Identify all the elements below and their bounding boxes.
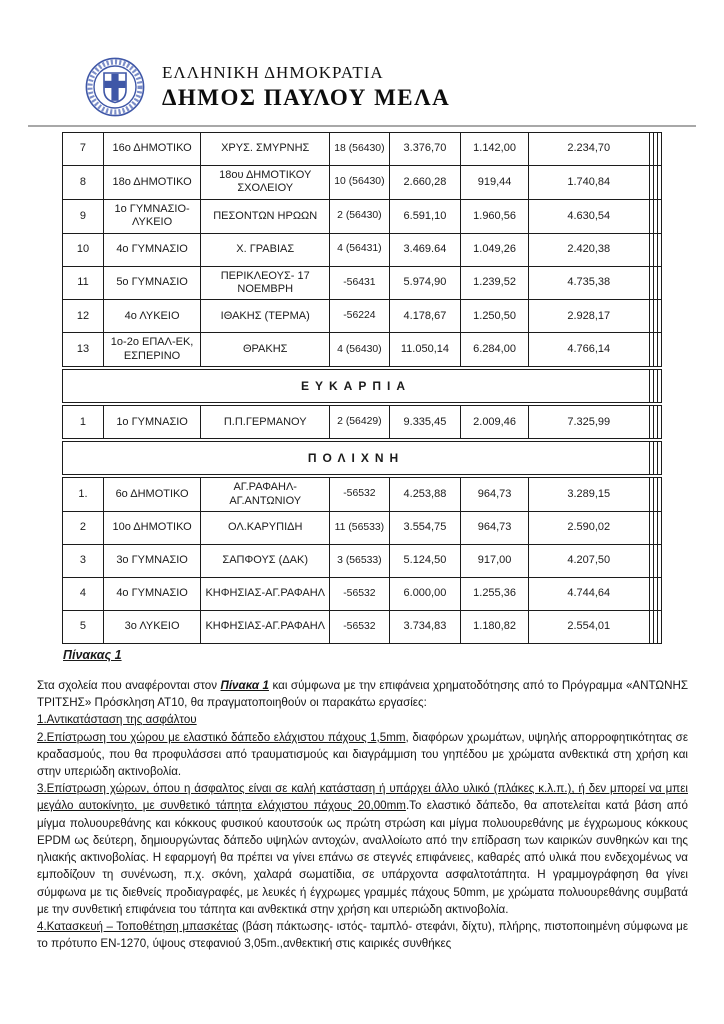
table-cell: 3.469.64 bbox=[389, 233, 461, 266]
table-cell: 18 (56430) bbox=[330, 133, 389, 166]
table-row bbox=[63, 166, 662, 200]
table-cell: 917,00 bbox=[461, 545, 529, 578]
table-cell: 4.766,14 bbox=[528, 333, 649, 367]
table-cell: ΚΗΦΗΣΙΑΣ-ΑΓ.ΡΑΦΑΗΛ bbox=[201, 578, 330, 611]
table-cell: 11 (56533) bbox=[330, 512, 389, 545]
table-cell: 8 bbox=[63, 166, 104, 200]
table-cell: 964,73 bbox=[461, 512, 529, 545]
table-row bbox=[63, 300, 662, 333]
table-edge-sliver bbox=[657, 545, 661, 578]
table-cell: 1.740,84 bbox=[528, 166, 649, 200]
table-cell: 2 (56430) bbox=[330, 199, 389, 233]
table-row bbox=[63, 333, 662, 367]
table-cell: 4 (56431) bbox=[330, 233, 389, 266]
text-segment: 4.Κατασκευή – Τοποθέτηση μπασκέτας bbox=[37, 919, 239, 933]
table-cell: ΚΗΦΗΣΙΑΣ-ΑΓ.ΡΑΦΑΗΛ bbox=[201, 611, 330, 644]
table-edge-sliver bbox=[657, 578, 661, 611]
table-cell: 3 bbox=[63, 545, 104, 578]
table-row bbox=[63, 133, 662, 166]
table-cell: 10 bbox=[63, 233, 104, 266]
table-cell: 1 bbox=[63, 406, 104, 439]
table-cell: ΠΕΣΟΝΤΩΝ ΗΡΩΩΝ bbox=[201, 199, 330, 233]
table-cell: 2.928,17 bbox=[528, 300, 649, 333]
table-edge-sliver bbox=[658, 442, 662, 475]
table-cell: 7 bbox=[63, 133, 104, 166]
text-segment: 1.Αντικατάσταση της ασφάλτου bbox=[37, 713, 197, 727]
table-cell: ΠΕΡΙΚΛΕΟΥΣ- 17 ΝΟΕΜΒΡΗ bbox=[201, 266, 330, 300]
table-edge-sliver bbox=[657, 333, 661, 367]
table-cell: -56532 bbox=[330, 478, 389, 512]
table-cell: 6.591,10 bbox=[389, 199, 461, 233]
table-cell: 5 bbox=[63, 611, 104, 644]
text-segment: Πίνακα 1 bbox=[220, 679, 269, 693]
table-cell: 16ο ΔΗΜΟΤΙΚΟ bbox=[103, 133, 200, 166]
paragraph bbox=[37, 677, 688, 711]
table-cell: 1. bbox=[63, 478, 104, 512]
table-cell: 1.180,82 bbox=[461, 611, 529, 644]
table-row bbox=[63, 199, 662, 233]
table-cell: 2.660,28 bbox=[389, 166, 461, 200]
table-cell: 11.050,14 bbox=[389, 333, 461, 367]
letterhead-rule bbox=[28, 125, 696, 127]
table-cell: 4.630,54 bbox=[528, 199, 649, 233]
table-row bbox=[63, 266, 662, 300]
table-cell: 4ο ΓΥΜΝΑΣΙΟ bbox=[103, 233, 200, 266]
table-cell: 13 bbox=[63, 333, 104, 367]
table-edge-sliver bbox=[657, 478, 661, 512]
table-cell: 4.735,38 bbox=[528, 266, 649, 300]
table-cell: 7.325,99 bbox=[528, 406, 649, 439]
table-cell: 964,73 bbox=[461, 478, 529, 512]
table-cell: 1.239,52 bbox=[461, 266, 529, 300]
table-cell: 3ο ΛΥΚΕΙΟ bbox=[103, 611, 200, 644]
table-cell: 3.734,83 bbox=[389, 611, 461, 644]
table-cell: 4.744,64 bbox=[528, 578, 649, 611]
text-segment: 2.Επίστρωση του χώρου με ελαστικό δάπεδο ελάχιστου πάχους 1,5mm bbox=[37, 730, 406, 744]
table-cell: ΟΛ.ΚΑΡΥΠΙΔΗ bbox=[201, 512, 330, 545]
table-edge-sliver bbox=[657, 300, 661, 333]
table-cell: 5ο ΓΥΜΝΑΣΙΟ bbox=[103, 266, 200, 300]
table-row bbox=[63, 611, 662, 644]
table-edge-sliver bbox=[657, 406, 661, 439]
table-row bbox=[63, 233, 662, 266]
schools-table bbox=[62, 132, 664, 644]
table-cell: ΙΘΑΚΗΣ (ΤΕΡΜΑ) bbox=[201, 300, 330, 333]
text-segment: (βάση πάκτωσης- ιστός- ταμπλό- στεφάνι, δίχτυ), πλήρης, πιστοποιημένη σύμφωνα με το πρότυπο ΕΝ-1270, ύψους στεφανιού 3,05m.,ανθεκτική στις καιρικές συνθήκες bbox=[37, 919, 689, 951]
table-cell: 1ο ΓΥΜΝΑΣΙΟ-ΛΥΚΕΙΟ bbox=[103, 199, 200, 233]
table-cell: 3 (56533) bbox=[330, 545, 389, 578]
table-cell: 4ο ΓΥΜΝΑΣΙΟ bbox=[103, 578, 200, 611]
table-section-rows bbox=[62, 405, 662, 439]
table-cell: 2.234,70 bbox=[528, 133, 649, 166]
table-cell: 919,44 bbox=[461, 166, 529, 200]
table-cell: 10 (56430) bbox=[330, 166, 389, 200]
table-cell: 2.554,01 bbox=[528, 611, 649, 644]
table-cell: 4 (56430) bbox=[330, 333, 389, 367]
document-body bbox=[37, 677, 688, 952]
table-row bbox=[63, 578, 662, 611]
table-edge-sliver bbox=[657, 611, 661, 644]
table-cell: Π.Π.ΓΕΡΜΑΝΟΥ bbox=[201, 406, 330, 439]
section-title: ΠΟΛΙΧΝΗ bbox=[63, 442, 650, 475]
table-section-header bbox=[62, 441, 662, 475]
table-cell: 4.207,50 bbox=[528, 545, 649, 578]
table-cell: ΧΡΥΣ. ΣΜΥΡΝΗΣ bbox=[201, 133, 330, 166]
paragraph bbox=[37, 711, 688, 728]
text-segment: Στα σχολεία που αναφέρονται στον bbox=[37, 679, 221, 693]
table-cell: 6.000,00 bbox=[389, 578, 461, 611]
table-edge-sliver bbox=[657, 266, 661, 300]
table-cell: 5.124,50 bbox=[389, 545, 461, 578]
table-cell: 1.250,50 bbox=[461, 300, 529, 333]
paragraph bbox=[37, 918, 688, 952]
table-cell: 2.009,46 bbox=[461, 406, 529, 439]
table-cell: ΑΓ.ΡΑΦΑΗΛ- ΑΓ.ΑΝΤΩΝΙΟΥ bbox=[201, 478, 330, 512]
paragraph bbox=[37, 780, 688, 918]
table-cell: 2 (56429) bbox=[330, 406, 389, 439]
table-cell: 3.289,15 bbox=[528, 478, 649, 512]
table-edge-sliver bbox=[657, 512, 661, 545]
letterhead bbox=[84, 56, 724, 118]
table-cell: 9.335,45 bbox=[389, 406, 461, 439]
table-cell: 2.590,02 bbox=[528, 512, 649, 545]
table-cell: -56532 bbox=[330, 578, 389, 611]
table-edge-sliver bbox=[657, 233, 661, 266]
republic-title: ΕΛΛΗΝΙΚΗ ΔΗΜΟΚΡΑΤΙΑ bbox=[162, 63, 384, 82]
table-cell: Χ. ΓΡΑΒΙΑΣ bbox=[201, 233, 330, 266]
table-cell: ΘΡΑΚΗΣ bbox=[201, 333, 330, 367]
table-cell: 11 bbox=[63, 266, 104, 300]
table-edge-sliver bbox=[658, 370, 662, 403]
table-cell: ΣΑΠΦΟΥΣ (ΔΑΚ) bbox=[201, 545, 330, 578]
table-row bbox=[63, 545, 662, 578]
section-title: ΕΥΚΑΡΠΙΑ bbox=[63, 370, 650, 403]
text-segment: 3.Επίστρωση χώρων, όπου η άσφαλτος είναι σε καλή κατάσταση ή υπάρχει άλλο υλικό (πλάκες κ.λ.π.), ή δεν μπορεί να μπει μεγάλο αυτοκίνητο, με συνθετικό τάπητα ελάχιστου πάχους 20,00mm bbox=[37, 782, 688, 813]
table-cell: 6.284,00 bbox=[461, 333, 529, 367]
table-cell: 18ου ΔΗΜΟΤΙΚΟΥ ΣΧΟΛΕΙΟΥ bbox=[201, 166, 330, 200]
table-cell: 1.049,26 bbox=[461, 233, 529, 266]
table-cell: 4 bbox=[63, 578, 104, 611]
table-caption: Πίνακας 1 bbox=[63, 648, 122, 663]
table-cell: 2.420,38 bbox=[528, 233, 649, 266]
table-section-rows bbox=[62, 477, 662, 644]
table-cell: 6ο ΔΗΜΟΤΙΚΟ bbox=[103, 478, 200, 512]
table-cell: -56224 bbox=[330, 300, 389, 333]
table-cell: 1.960,56 bbox=[461, 199, 529, 233]
section-header-row bbox=[63, 370, 662, 403]
table-cell: 5.974,90 bbox=[389, 266, 461, 300]
text-segment: και σύμφωνα με την επιφάνεια χρηματοδότησης από το Πρόγραμμα «ΑΝΤΩΝΗΣ ΤΡΙΤΣΗΣ» Πρόσκληση ΑΤ10, θα πραγματοποιηθούν οι παρακάτω εργασίες: bbox=[37, 679, 688, 710]
table-cell: 4ο ΛΥΚΕΙΟ bbox=[103, 300, 200, 333]
table-cell: 3.376,70 bbox=[389, 133, 461, 166]
table-edge-sliver bbox=[657, 199, 661, 233]
table-cell: 3.554,75 bbox=[389, 512, 461, 545]
table-edge-sliver bbox=[657, 166, 661, 200]
table-cell: -56532 bbox=[330, 611, 389, 644]
table-section-rows bbox=[62, 132, 662, 367]
table-section-header bbox=[62, 369, 662, 403]
table-cell: 12 bbox=[63, 300, 104, 333]
table-cell: 1ο ΓΥΜΝΑΣΙΟ bbox=[103, 406, 200, 439]
table-cell: 1.142,00 bbox=[461, 133, 529, 166]
table-cell: 9 bbox=[63, 199, 104, 233]
text-segment: , διαφόρων χρωμάτων, υψηλής απορροφητικότητας σε κραδασμούς, που θα προφυλάσσει από τραυματισμούς και διαγράμμιση του γηπέδου με χρώματα ανθεκτικά στη χρήση και στην υπεριώδη ακτινοβολία. bbox=[37, 730, 688, 779]
table-cell: 18ο ΔΗΜΟΤΙΚΟ bbox=[103, 166, 200, 200]
table-row bbox=[63, 478, 662, 512]
table-edge-sliver bbox=[657, 133, 661, 166]
table-cell: 10ο ΔΗΜΟΤΙΚΟ bbox=[103, 512, 200, 545]
table-cell: 1ο-2ο ΕΠΑΛ-ΕΚ, ΕΣΠΕΡΙΝΟ bbox=[103, 333, 200, 367]
text-segment: .Το ελαστικό δάπεδο, θα αποτελείται κατά βάση από μίγμα πολυουρεθάνης και κόκκους φυσικού καουτσούκ ως πρώτη στρώση και μίγμα πολυουρεθάνης με έγχρωμους κόκκους EPDM ως δεύτερη, δημιουργώντας δάπεδο υψηλών αντοχών, αναλλοίωτο από την επίδραση των καιρικών συνθηκών και της ηλιακής ακτινοβολίας. Η εφαρμογή θα πρέπει να γίνει επάνω σε στεγνές επιφάνειες, καθαρές από υλικά που ενδεχομένως να εμποδίζουν τη συνένωση, π.χ. σκόνη, χαλαρά σωματίδια, σε υπάρχοντα ασφαλτοτάπητα. Η γραμμογράφηση θα γίνει σύμφωνα με τις διεθνείς προδιαγραφές, με λευκές ή έγχρωμες γραμμές πάχους 50mm, με χρώματα πολυουρεθάνης συμβατά με την συνθετική επιφάνεια του τάπητα και ανθεκτικά στην χρήση και υπεριώδη ακτινοβολία. bbox=[37, 799, 688, 916]
table-cell: 1.255,36 bbox=[461, 578, 529, 611]
table-cell: 4.253,88 bbox=[389, 478, 461, 512]
table-cell: 4.178,67 bbox=[389, 300, 461, 333]
table-cell: 3ο ΓΥΜΝΑΣΙΟ bbox=[103, 545, 200, 578]
table-cell: 2 bbox=[63, 512, 104, 545]
municipality-title: ΔΗΜΟΣ ΠΑΥΛΟΥ ΜΕΛΑ bbox=[162, 85, 451, 110]
table-row bbox=[63, 512, 662, 545]
greek-coat-of-arms-icon bbox=[84, 56, 146, 118]
paragraph bbox=[37, 729, 688, 781]
section-header-row bbox=[63, 442, 662, 475]
table-row bbox=[63, 406, 662, 439]
table-cell: -56431 bbox=[330, 266, 389, 300]
letterhead-titles bbox=[162, 63, 450, 111]
